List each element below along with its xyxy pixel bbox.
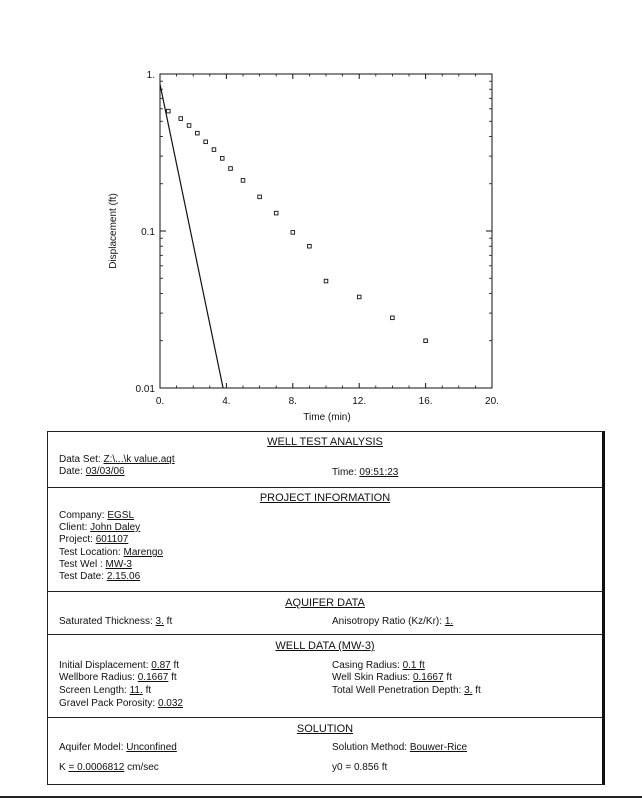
x-tick-label: 0. (155, 396, 165, 407)
skin-radius-value: 0.1667 (412, 672, 444, 683)
divider (48, 717, 602, 718)
solution-method-label: Solution Method: (332, 742, 408, 753)
test-well-value: MW-3 (105, 559, 132, 570)
data-point (258, 195, 262, 199)
initial-displacement-unit: ft (173, 660, 180, 671)
solution-method-row (332, 742, 467, 753)
project-title: PROJECT INFORMATION (259, 492, 391, 504)
project-value: 601107 (95, 534, 129, 545)
test-date-label: Test Date: (59, 571, 105, 582)
data-point (274, 211, 278, 215)
y0-row (332, 762, 387, 773)
wellbore-radius-value: 0.1667 (137, 672, 169, 683)
test-well-row (59, 559, 132, 570)
time-value: 09:51:23 (359, 467, 399, 478)
data-point (204, 140, 208, 144)
gravel-porosity-label: Gravel Pack Porosity: (59, 698, 156, 709)
penetration-depth-label: Total Well Penetration Depth: (332, 685, 462, 696)
data-set-row (59, 454, 175, 465)
penetration-depth-value: 3. (464, 685, 473, 696)
penetration-depth-row (332, 685, 481, 696)
data-set-value: Z:\...\k value.aqt (103, 454, 175, 465)
screen-length-label: Screen Length: (59, 685, 127, 696)
saturated-thickness-value: 3. (155, 616, 164, 627)
y-tick-label: 0.01 (135, 384, 155, 395)
analysis-title: WELL TEST ANALYSIS (267, 436, 383, 448)
wellbore-radius-label: Wellbore Radius: (59, 672, 135, 683)
y-tick-label: 0.1 (141, 227, 155, 238)
data-set-label: Data Set: (59, 454, 101, 465)
y0-value: = 0.856 ft (345, 762, 388, 773)
data-point (212, 148, 216, 152)
test-date-row (59, 571, 140, 582)
casing-radius-row (332, 660, 425, 671)
anisotropy-value: 1. (444, 616, 454, 627)
location-row (59, 547, 163, 558)
wellbore-radius-row (59, 672, 177, 683)
client-value: John Daley (90, 522, 141, 533)
x-tick-label: 8. (288, 396, 297, 407)
saturated-thickness-row (59, 616, 172, 627)
divider (48, 487, 602, 488)
test-date-value: 2.15.06 (106, 571, 141, 582)
data-point (229, 167, 233, 171)
penetration-depth-unit: ft (475, 685, 481, 696)
y0-label: y0 (332, 762, 343, 773)
divider (48, 591, 602, 592)
plot-frame (160, 74, 492, 388)
client-row (59, 522, 140, 533)
data-point (291, 231, 295, 235)
saturated-thickness-label: Saturated Thickness: (59, 616, 153, 627)
wellbore-radius-unit: ft (171, 672, 177, 683)
data-point (391, 316, 395, 320)
anisotropy-label: Anisotropy Ratio (Kz/Kr): (332, 616, 443, 627)
company-label: Company: (59, 510, 105, 521)
divider (48, 634, 602, 635)
solution-title: SOLUTION (296, 723, 354, 735)
k-label: K (59, 762, 66, 773)
aquifer-model-row (59, 742, 177, 753)
saturated-thickness-unit: ft (166, 616, 173, 627)
y-tick-label: 1. (146, 70, 155, 81)
initial-displacement-value: 0.87 (151, 660, 171, 671)
gravel-porosity-value: 0.032 (157, 698, 183, 709)
aquifer-model-label: Aquifer Model: (59, 742, 124, 753)
data-point (220, 157, 224, 161)
initial-displacement-label: Initial Displacement: (59, 660, 149, 671)
screen-length-value: 11. (129, 685, 143, 696)
project-label: Project: (59, 534, 93, 545)
screen-length-row (59, 685, 151, 696)
well-test-analysis-panel (47, 431, 605, 785)
data-point (357, 295, 361, 299)
k-row (59, 762, 159, 773)
x-tick-label: 12. (352, 396, 367, 407)
date-row (59, 466, 125, 477)
y-axis-label: Displacement (ft) (108, 193, 119, 269)
fit-line (160, 84, 223, 388)
data-point (324, 279, 328, 283)
data-point (167, 109, 171, 113)
skin-radius-unit: ft (446, 672, 452, 683)
anisotropy-row (332, 616, 453, 627)
test-well-label: Test Wel : (59, 559, 103, 570)
screen-length-unit: ft (145, 685, 152, 696)
skin-radius-row (332, 672, 452, 683)
time-label: Time: (332, 467, 357, 478)
date-label: Date: (59, 466, 83, 477)
data-point (196, 131, 200, 135)
x-tick-label: 16. (418, 396, 433, 407)
data-point (241, 179, 245, 183)
project-row (59, 534, 128, 545)
aquifer-title: AQUIFER DATA (285, 597, 365, 609)
aquifer-model-value: Unconfined (126, 742, 177, 753)
data-point (424, 339, 428, 343)
well-data-title: WELL DATA (MW-3) (275, 640, 375, 652)
k-value: = 0.0006812 (68, 762, 125, 773)
data-point (308, 244, 312, 248)
page-bottom-rule (0, 796, 642, 798)
time-row (332, 467, 398, 478)
company-row (59, 510, 134, 521)
x-tick-label: 4. (222, 396, 231, 407)
data-point (179, 117, 183, 121)
data-point (187, 124, 191, 128)
company-value: EGSL (107, 510, 135, 521)
gravel-porosity-row (59, 698, 183, 709)
location-value: Marengo (123, 547, 163, 558)
client-label: Client: (59, 522, 88, 533)
date-value: 03/03/06 (85, 466, 125, 477)
x-axis-label: Time (min) (303, 412, 351, 423)
x-tick-label: 20. (485, 396, 499, 407)
casing-radius-value: 0.1 ft (402, 660, 425, 671)
skin-radius-label: Well Skin Radius: (332, 672, 411, 683)
solution-method-value: Bouwer-Rice (409, 742, 468, 753)
initial-displacement-row (59, 660, 179, 671)
k-unit: cm/sec (127, 762, 159, 773)
casing-radius-label: Casing Radius: (332, 660, 400, 671)
location-label: Test Location: (59, 547, 121, 558)
